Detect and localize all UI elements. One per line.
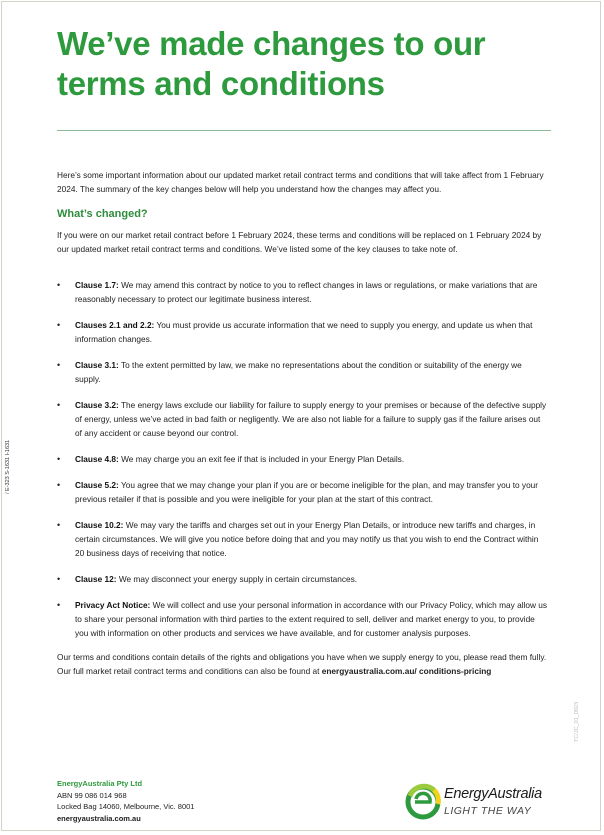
page-title: We’ve made changes to our terms and conditions [57, 25, 486, 102]
logo-wordmark: EnergyAustralia [444, 786, 542, 802]
bullet-icon: • [57, 360, 61, 370]
footer-contact [57, 778, 194, 824]
clause-item [57, 318, 549, 346]
bullet-icon: • [57, 600, 61, 610]
postal-address: Locked Bag 14060, Melbourne, Vic. 8001 [57, 802, 195, 811]
clause-label: Clause 1.7: [75, 280, 119, 290]
abn: ABN 99 086 014 968 [57, 790, 127, 800]
clause-text: You agree that we may change your plan if you are or become ineligible for the plan, and may transfer you to your previous retailer if that is possible and you were ineligible for your plan at the start of this contract. [75, 480, 539, 504]
bullet-icon: • [57, 574, 61, 584]
bullet-icon: • [57, 320, 61, 330]
intro-paragraph: Here’s some important information about our updated market retail contract terms and conditions that will take affect from 1 February 2024. The summary of the key changes below will help you understand how the changes may affect you. [57, 170, 544, 194]
clause-label: Clause 3.2: [75, 400, 119, 410]
clause-label: Clause 4.8: [75, 454, 119, 464]
website-link[interactable]: energyaustralia.com.au [57, 813, 141, 823]
logo-tagline: LIGHT THE WAY [444, 805, 532, 817]
clause-list [57, 278, 549, 652]
clause-item [57, 278, 549, 306]
clause-item [57, 398, 549, 440]
clause-text: We will collect and use your personal information in accordance with our Privacy Policy, which may allow us to share your personal information with third parties to the extent required to sell, deliver and market energy to you, to provide you with information on other products and services we have available, and for customer analysis purposes. [75, 600, 548, 638]
clause-item [57, 478, 549, 506]
energyaustralia-swirl-logo-icon [404, 780, 444, 824]
bullet-icon: • [57, 520, 61, 530]
clause-text: To the extent permitted by law, we make no representations about the condition or suitability of the energy we supply. [75, 360, 522, 384]
section-heading: What’s changed? [57, 208, 148, 220]
bullet-icon: • [57, 454, 61, 464]
clause-text: We may vary the tariffs and charges set out in your Energy Plan Details, or introduce new tariffs and charges, in certain circumstances. We will give you notice before doing that and you may notify us that you wish to end the Contract within 20 business days of receiving that notice. [75, 520, 539, 558]
clause-label: Privacy Act Notice: [75, 600, 151, 610]
closing-text: Our terms and conditions contain details of the rights and obligations you have when we supply energy to you, please read them fully. Our full market retail contract terms and conditions can also be found at [57, 652, 547, 676]
clause-item [57, 358, 549, 386]
clause-label: Clauses 2.1 and 2.2: [75, 320, 155, 330]
company-name: EnergyAustralia Pty Ltd [57, 779, 143, 788]
clause-text: We may charge you an exit fee if that is included in your Energy Plan Details. [118, 454, 405, 464]
bullet-icon: • [57, 480, 61, 490]
clause-text: You must provide us accurate information that we need to supply you energy, and update us when that information changes. [75, 320, 533, 344]
clause-text: We may disconnect your energy supply in certain circumstances. [116, 574, 358, 584]
clause-text: The energy laws exclude our liability for failure to supply energy to your premises or because of the defective supply of energy, unless we’ve acted in bad faith or negligently. We are also not liable for a failure to supply gas if the failure arises out of any accident or cause beyond our control. [75, 400, 547, 438]
bullet-icon: • [57, 400, 61, 410]
title-divider [57, 130, 551, 131]
clause-item [57, 598, 549, 640]
reference-code: TC/JC_01_0923 [574, 701, 580, 742]
clause-item [57, 518, 549, 560]
terms-link[interactable]: energyaustralia.com.au/ conditions-pricing [321, 666, 492, 676]
clause-text: We may amend this contract by notice to you to reflect changes in laws or regulations, or make variations that are reasonably necessary to protect our legitimate business interest. [75, 280, 538, 304]
energyaustralia-logo [404, 780, 564, 824]
lead-paragraph: If you were on our market retail contract before 1 February 2024, these terms and conditions will be replaced on 1 February 2024 by our updated market retail contract terms and conditions. We’ve listed some of the key clauses to take note of. [57, 230, 542, 254]
closing-paragraph [57, 650, 549, 678]
clause-label: Clause 3.1: [75, 360, 119, 370]
document-page [1, 1, 601, 831]
clause-label: Clause 12: [75, 574, 117, 584]
clause-label: Clause 5.2: [75, 480, 119, 490]
clause-item [57, 572, 549, 586]
clause-label: Clause 10.2: [75, 520, 124, 530]
clause-item [57, 452, 549, 466]
bullet-icon: • [57, 280, 61, 290]
document-code: / E-323 S-1631 I-1631 [5, 439, 11, 494]
